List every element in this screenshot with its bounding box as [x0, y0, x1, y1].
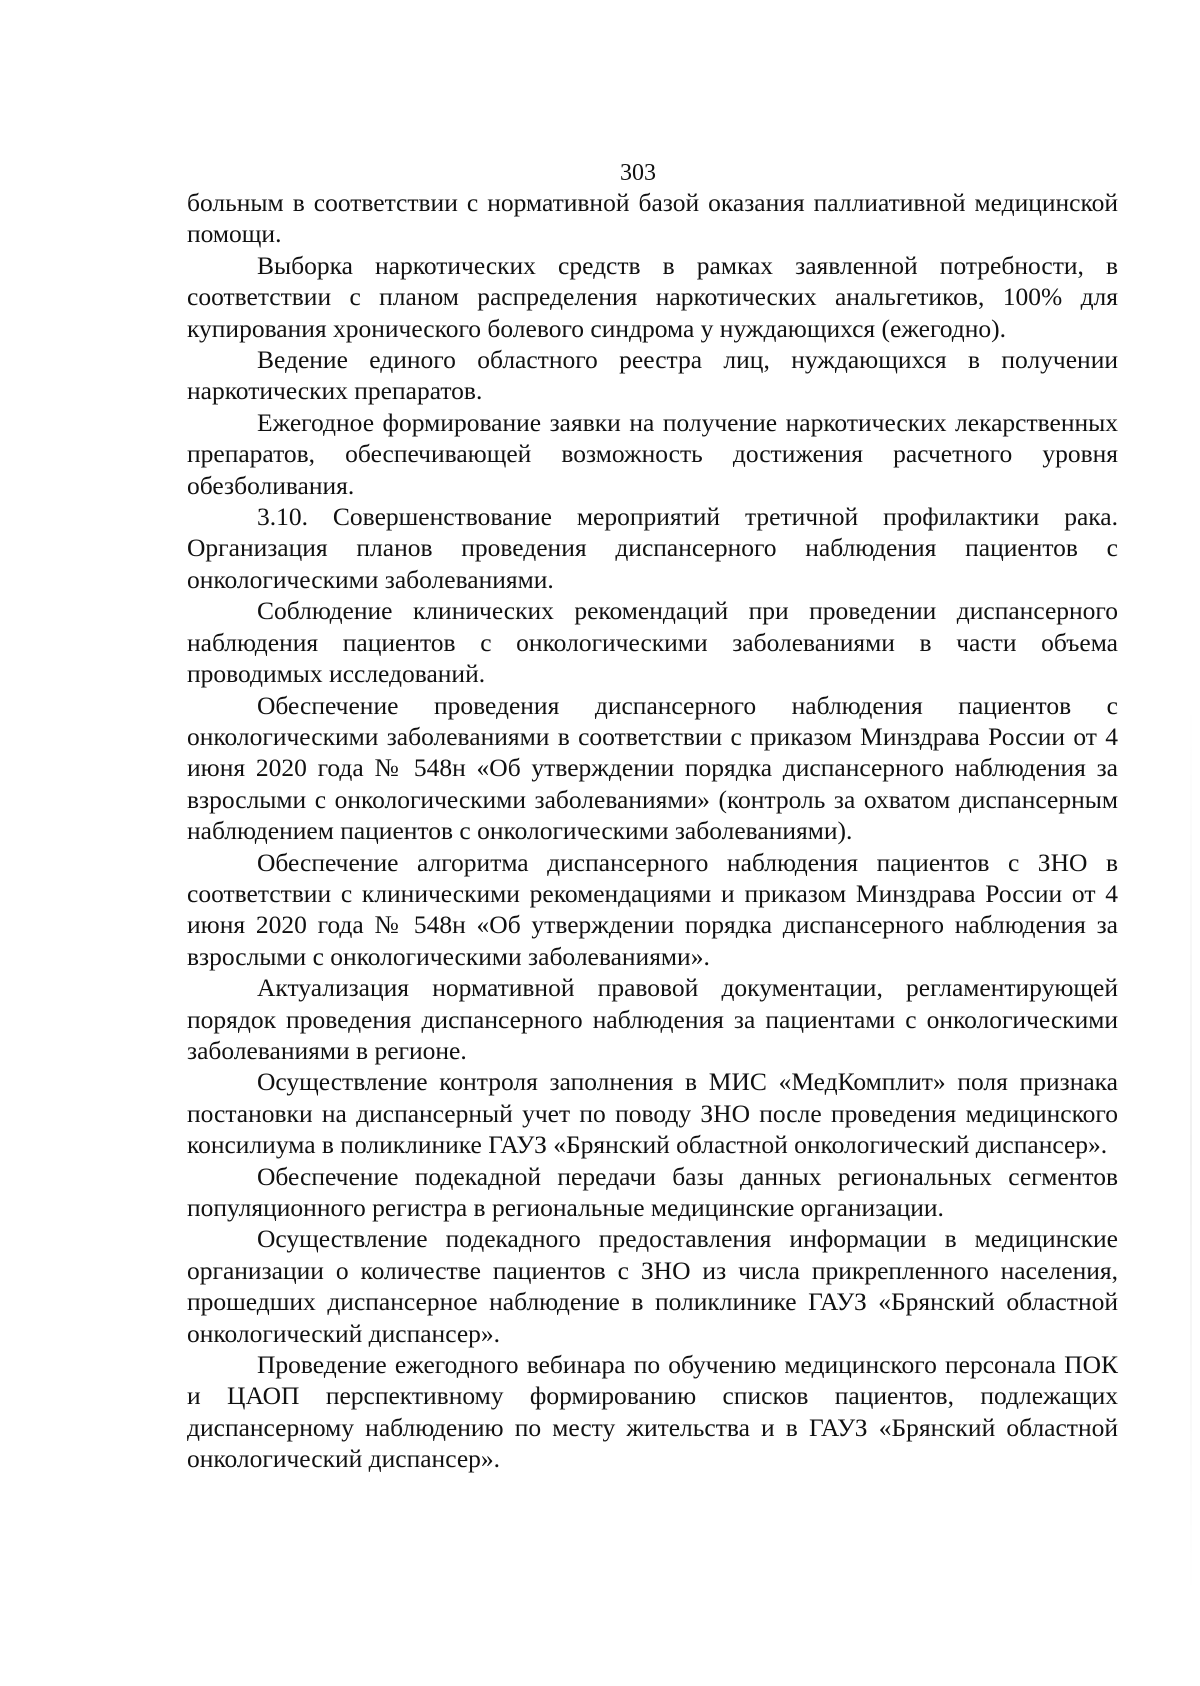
- paragraph-9: Актуализация нормативной правовой документации, регламентирующей порядок проведения диспансерного наблюдения за пациентами с онкологическими заболеваниями в регионе.: [187, 973, 1118, 1065]
- scan-edge-shadow: [1190, 700, 1192, 1600]
- paragraph-4: Ежегодное формирование заявки на получение наркотических лекарственных препаратов, обеспечивающей возможность достижения расчетного уровня обезболивания.: [187, 407, 1118, 500]
- paragraph-7: Обеспечение проведения диспансерного наблюдения пациентов с онкологическими заболеваниями в соответствии с приказом Минздрава России от 4 июня 2020 года № 548н «Об утверждении порядка диспансерного наблюдения за взрослыми с онкологическими заболеваниями» (контроль за охватом диспансерным наблюдением пациентов с онкологическими заболеваниями).: [187, 690, 1118, 846]
- paragraph-13: Проведение ежегодного вебинара по обучению медицинского персонала ПОК и ЦАОП перспективному формированию списков пациентов, подлежащих диспансерному наблюдению по месту жительства и в ГАУЗ «Брянский областной онкологический диспансер».: [187, 1350, 1118, 1474]
- paragraph-10: Осуществление контроля заполнения в МИС «МедКомплит» поля признака постановки на диспансерный учет по поводу ЗНО после проведения медицинского консилиума в поликлинике ГАУЗ «Брянский областной онкологический диспансер».: [187, 1067, 1118, 1160]
- paragraph-8: Обеспечение алгоритма диспансерного наблюдения пациентов с ЗНО в соответствии с клиническими рекомендациями и приказом Минздрава России от 4 июня 2020 года № 548н «Об утверждении порядка диспансерного наблюдения за взрослыми с онкологическими заболеваниями».: [187, 847, 1118, 971]
- page-number: 303: [620, 160, 656, 186]
- paragraph-6: Соблюдение клинических рекомендаций при проведении диспансерного наблюдения пациентов с онкологическими заболеваниями в части объема проводимых исследований.: [187, 596, 1118, 689]
- paragraph-1: больным в соответствии с нормативной базой оказания паллиативной медицинской помощи.: [187, 188, 1118, 249]
- paragraph-11: Обеспечение подекадной передачи базы данных региональных сегментов популяционного регистра в региональные медицинские организации.: [187, 1161, 1118, 1222]
- body-text: [187, 187, 1118, 1475]
- paragraph-12: Осуществление подекадного предоставления информации в медицинские организации о количестве пациентов с ЗНО из числа прикрепленного населения, прошедших диспансерное наблюдение в поликлинике ГАУЗ «Брянский областной онкологический диспансер».: [187, 1224, 1118, 1348]
- paragraph-3: Ведение единого областного реестра лиц, нуждающихся в получении наркотических препаратов.: [187, 345, 1118, 406]
- paragraph-2: Выборка наркотических средств в рамках заявленной потребности, в соответствии с планом распределения наркотических анальгетиков, 100% для купирования хронического болевого синдрома у нуждающихся (ежегодно).: [187, 250, 1118, 343]
- paragraph-5-section-heading: 3.10. Совершенствование мероприятий третичной профилактики рака. Организация планов проведения диспансерного наблюдения пациентов с онкологическими заболеваниями.: [187, 502, 1118, 594]
